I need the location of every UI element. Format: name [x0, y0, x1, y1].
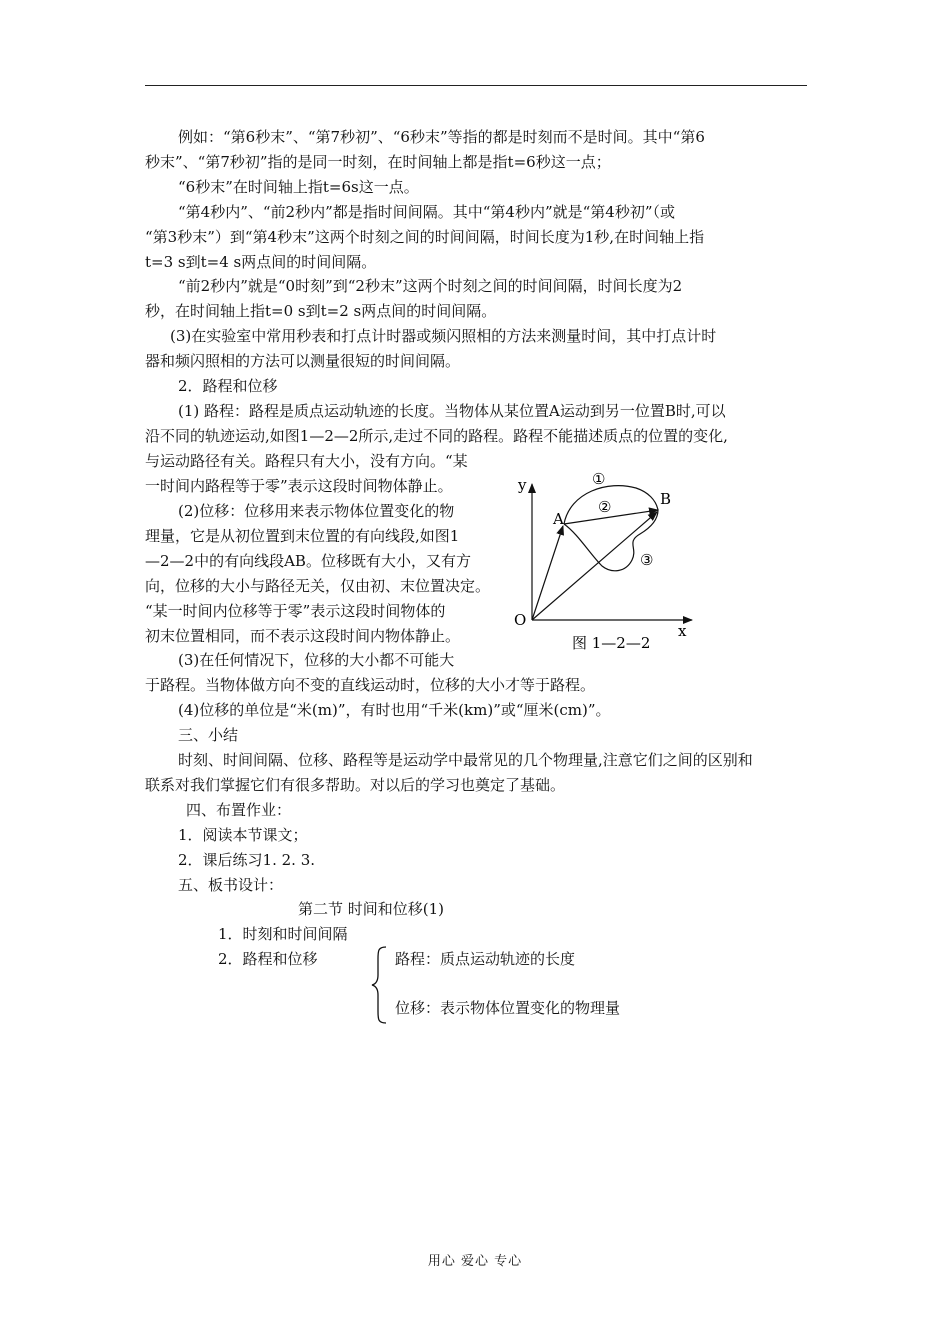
- path-2-label: ②: [598, 498, 612, 516]
- paragraph-line: (2)位移：位移用来表示物体位置变化的物: [178, 502, 455, 520]
- header-rule: [145, 85, 807, 86]
- page-footer: 用心 爱心 专心: [427, 1254, 523, 1269]
- paragraph-line: “6秒末”在时间轴上指t=6s这一点。: [178, 178, 419, 196]
- origin-label: O: [514, 611, 527, 629]
- position-vector-b: [532, 512, 657, 620]
- board-item: 2．路程和位移: [218, 950, 318, 968]
- paragraph-line: 时刻、时间间隔、位移、路程等是运动学中最常见的几个物理量,注意它们之间的区别和: [178, 751, 753, 769]
- paragraph-line: 理量，它是从初位置到末位置的有向线段,如图1: [145, 527, 460, 545]
- displacement-figure: [508, 462, 708, 662]
- paragraph-line: —2—2中的有向线段AB。位移既有大小，又有方: [145, 552, 471, 570]
- point-b-label: B: [660, 490, 672, 508]
- paragraph-line: (4)位移的单位是“米(m)”，有时也用“千米(km)”或“厘米(cm)”。: [178, 701, 611, 719]
- section-heading: 五、板书设计：: [178, 876, 284, 894]
- paragraph-line: “某一时间内位移等于零”表示这段时间物体的: [145, 602, 446, 620]
- paragraph-line: 秒末”、“第7秒初”指的是同一时刻，在时间轴上都是指t=6秒这一点；: [145, 153, 611, 171]
- y-axis-label: y: [518, 476, 527, 494]
- figure-caption: 图 1—2—2: [572, 634, 651, 652]
- section-heading: 2．路程和位移: [178, 377, 278, 395]
- board-branch-path: 路程：质点运动轨迹的长度: [395, 950, 576, 968]
- point-a-label: A: [553, 510, 564, 528]
- paragraph-line: “第4秒内”、“前2秒内”都是指时间间隔。其中“第4秒内”就是“第4秒初”（或: [178, 203, 676, 221]
- homework-item: 2．课后练习1. 2. 3.: [178, 851, 316, 869]
- paragraph-line: 联系对我们掌握它们有很多帮助。对以后的学习也奠定了基础。: [145, 776, 566, 794]
- board-branch-displacement: 位移：表示物体位置变化的物理量: [395, 999, 621, 1017]
- section-heading: 三、小结: [178, 726, 239, 744]
- board-title: 第二节 时间和位移(1): [298, 900, 445, 918]
- paragraph-line: 向，位移的大小与路径无关，仅由初、末位置决定。: [145, 577, 491, 595]
- section-heading: 四、布置作业：: [186, 801, 292, 819]
- paragraph-line: 一时间内路程等于零”表示这段时间物体静止。: [145, 477, 453, 495]
- brace-symbol: [370, 945, 390, 1025]
- paragraph-line: (3)在任何情况下，位移的大小都不可能大: [178, 651, 455, 669]
- paragraph-line: 秒，在时间轴上指t=0 s到t=2 s两点间的时间间隔。: [145, 302, 497, 320]
- homework-item: 1．阅读本节课文；: [178, 826, 308, 844]
- path-3-label: ③: [640, 551, 654, 569]
- paragraph-line: 沿不同的轨迹运动,如图1—2—2所示,走过不同的路程。路程不能描述质点的位置的变化,: [145, 427, 728, 445]
- x-axis-label: x: [678, 622, 687, 640]
- board-item: 1．时刻和时间间隔: [218, 925, 348, 943]
- paragraph-line: “前2秒内”就是“0时刻”到“2秒末”这两个时刻之间的时间间隔，时间长度为2: [178, 277, 683, 295]
- paragraph-line: 例如：“第6秒末”、“第7秒初”、“6秒末”等指的都是时刻而不是时间。其中“第6: [178, 128, 705, 146]
- paragraph-line: 器和频闪照相的方法可以测量很短的时间间隔。: [145, 352, 461, 370]
- paragraph-line: (3)在实验室中常用秒表和打点计时器或频闪照相的方法来测量时间，其中打点计时: [170, 327, 717, 345]
- path-1-label: ①: [592, 470, 606, 488]
- paragraph-line: “第3秒末”）到“第4秒末”这两个时刻之间的时间间隔，时间长度为1秒,在时间轴上指: [145, 228, 705, 246]
- paragraph-line: 于路程。当物体做方向不变的直线运动时，位移的大小才等于路程。: [145, 676, 596, 694]
- paragraph-line: 与运动路径有关。路程只有大小，没有方向。“某: [145, 452, 468, 470]
- paragraph-line: (1) 路程：路程是质点运动轨迹的长度。当物体从某位置A运动到另一位置B时,可以: [178, 402, 726, 420]
- paragraph-line: t=3 s到t=4 s两点间的时间间隔。: [145, 253, 377, 271]
- paragraph-line: 初末位置相同，而不表示这段时间内物体静止。: [145, 627, 461, 645]
